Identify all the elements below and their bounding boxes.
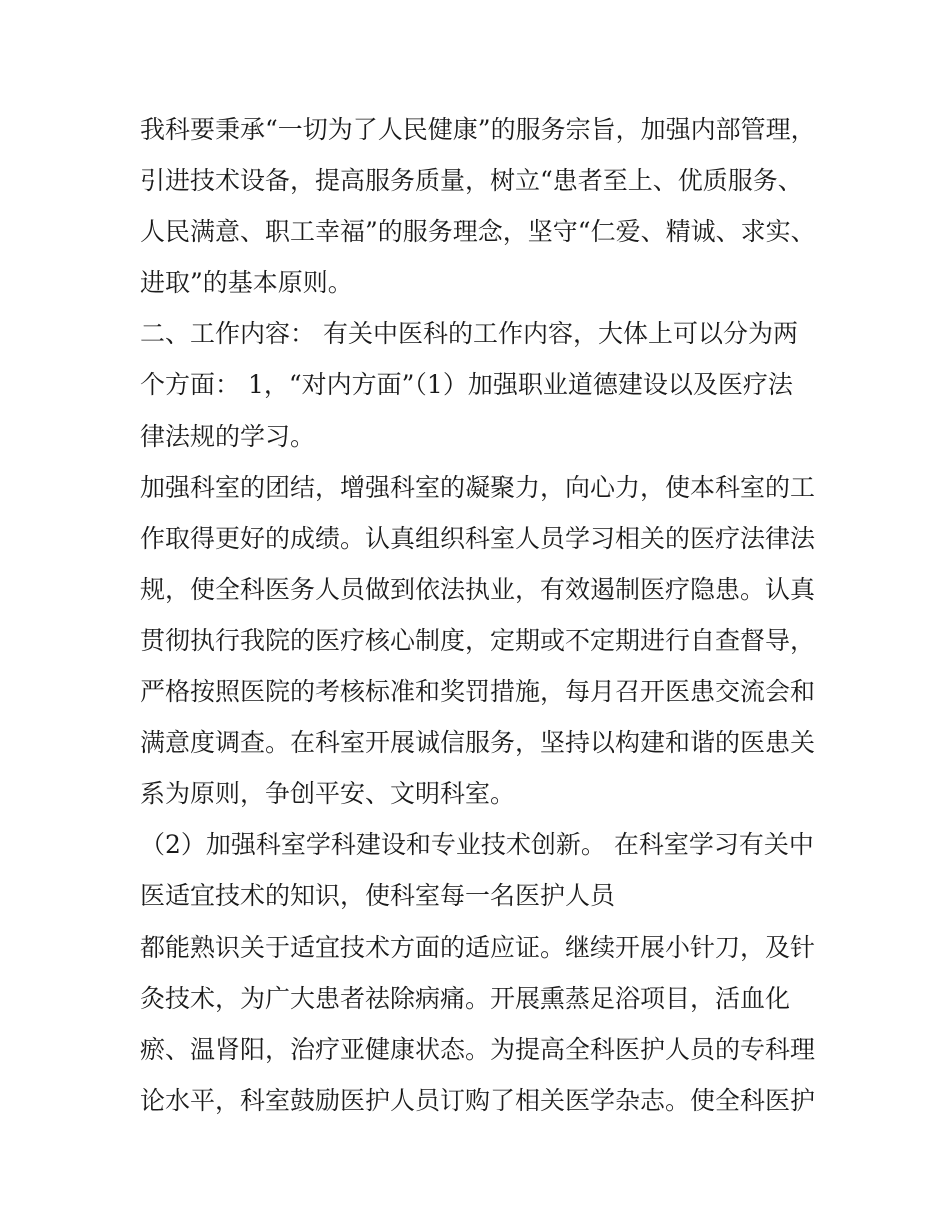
text-line: 贯彻执行我院的医疗核心制度，定期或不定期进行自查督导，: [140, 625, 816, 655]
text-line: 都能熟识关于适宜技术方面的适应证。继续开展小针刀，及针: [140, 932, 816, 962]
text-line: 我科要秉承“一切为了人民健康”的服务宗旨，加强内部管理，: [140, 115, 816, 144]
text-line: 作取得更好的成绩。认真组织科室人员学习相关的医疗法律法: [140, 523, 816, 553]
text-line: 医适宜技术的知识，使科室每一名医护人员: [140, 881, 616, 911]
text-line: 进取”的基本原则。: [140, 268, 353, 298]
text-line: 个方面： 1，“对内方面”（1）加强职业道德建设以及医疗法: [140, 370, 793, 400]
text-line: 引进技术设备，提高服务质量，树立“患者至上、优质服务、: [140, 166, 803, 196]
text-line: 严格按照医院的考核标准和奖罚措施，每月召开医患交流会和: [140, 677, 816, 707]
text-line: 二、工作内容： 有关中医科的工作内容，大体上可以分为两: [140, 319, 798, 349]
text-line: 满意度调查。在科室开展诚信服务，坚持以构建和谐的医患关: [140, 728, 816, 758]
document-body: [140, 104, 820, 1126]
text-line: 人民满意、职工幸福”的服务理念，坚守“仁爱、精诚、求实、: [140, 217, 816, 247]
text-line: 论水平，科室鼓励医护人员订购了相关医学杂志。使全科医护: [140, 1085, 816, 1115]
text-line: 瘀、温肾阳，治疗亚健康状态。为提高全科医护人员的专科理: [140, 1034, 816, 1064]
text-line: （2）加强科室学科建设和专业技术创新。 在科室学习有关中: [140, 830, 814, 860]
text-line: 系为原则，争创平安、文明科室。: [140, 779, 516, 809]
text-line: 灸技术，为广大患者祛除病痛。开展熏蒸足浴项目，活血化: [140, 983, 791, 1013]
text-line: 加强科室的团结，增强科室的凝聚力，向心力，使本科室的工: [140, 472, 816, 502]
text-line: 律法规的学习。: [140, 421, 316, 451]
text-line: 规，使全科医务人员做到依法执业，有效遏制医疗隐患。认真: [140, 574, 816, 604]
